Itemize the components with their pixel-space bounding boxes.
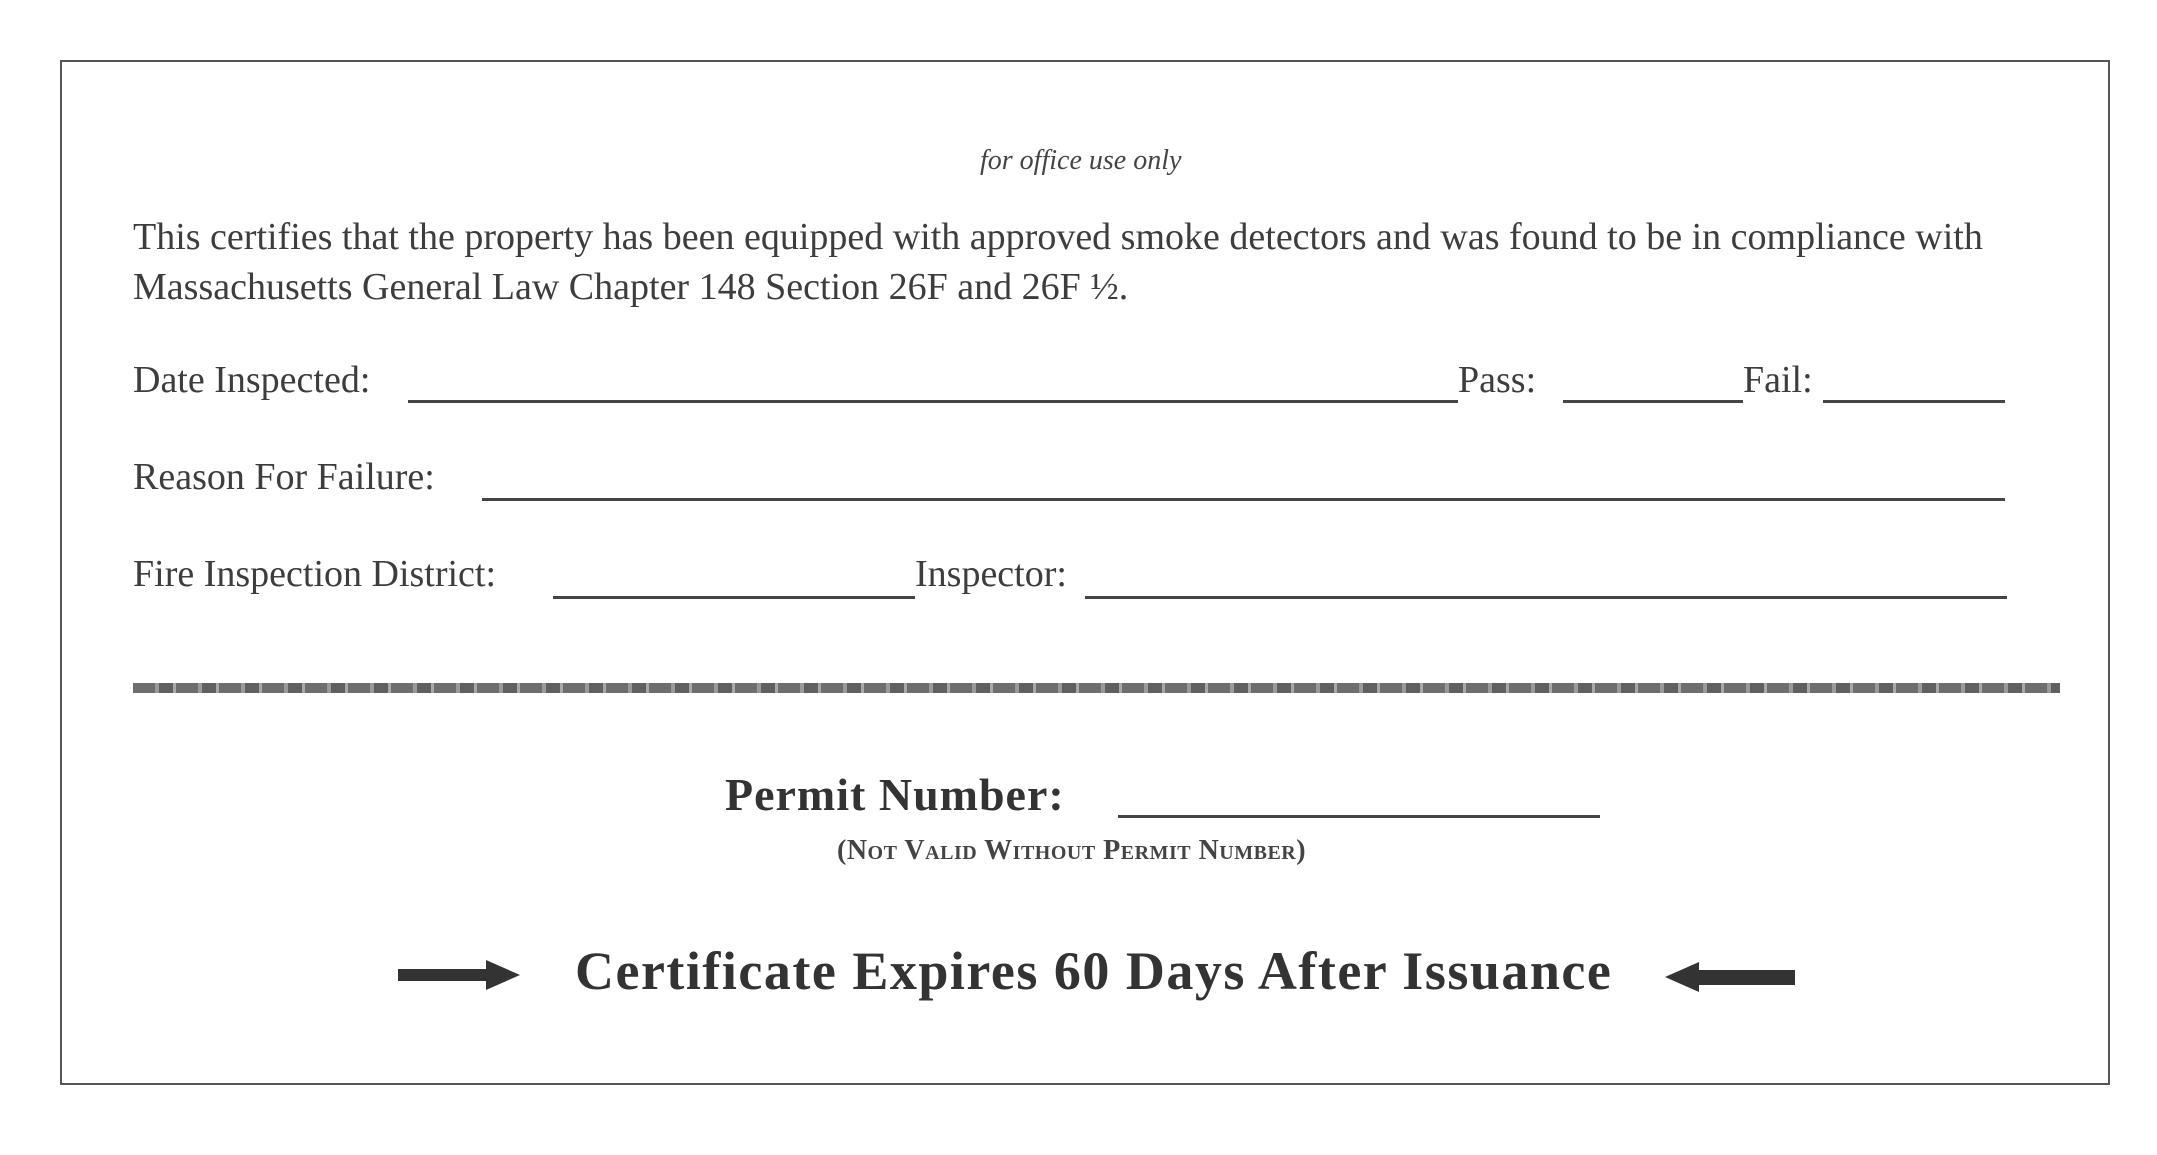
arrow-right-icon <box>398 960 520 990</box>
office-use-note: for office use only <box>980 145 1182 176</box>
fire-inspection-district-label: Fire Inspection District: <box>133 553 497 595</box>
fail-field[interactable] <box>1823 400 2005 403</box>
date-inspected-label: Date Inspected: <box>133 359 371 401</box>
inspector-label: Inspector: <box>915 553 1067 595</box>
fire-inspection-district-field[interactable] <box>553 596 915 599</box>
certification-text: This certifies that the property has been equipped with approved smoke detectors and was found to be in compliance with Massachusetts General Law Chapter 148 Section 26F and 26F ½. <box>133 216 1983 308</box>
permit-number-label: Permit Number: <box>725 769 1065 820</box>
reason-for-failure-label: Reason For Failure: <box>133 456 435 498</box>
section-divider <box>133 683 2060 693</box>
pass-label: Pass: <box>1458 359 1537 401</box>
not-valid-note: (Not Valid Without Permit Number) <box>837 835 1307 866</box>
reason-for-failure-field[interactable] <box>482 498 2005 501</box>
inspector-field[interactable] <box>1085 596 2007 599</box>
pass-field[interactable] <box>1563 400 1743 403</box>
fail-label: Fail: <box>1743 359 1813 401</box>
permit-number-field[interactable] <box>1118 815 1600 818</box>
certificate-expiry-note: Certificate Expires 60 Days After Issuance <box>575 941 1613 1001</box>
arrow-left-icon <box>1665 962 1795 992</box>
date-inspected-field[interactable] <box>408 400 1458 403</box>
